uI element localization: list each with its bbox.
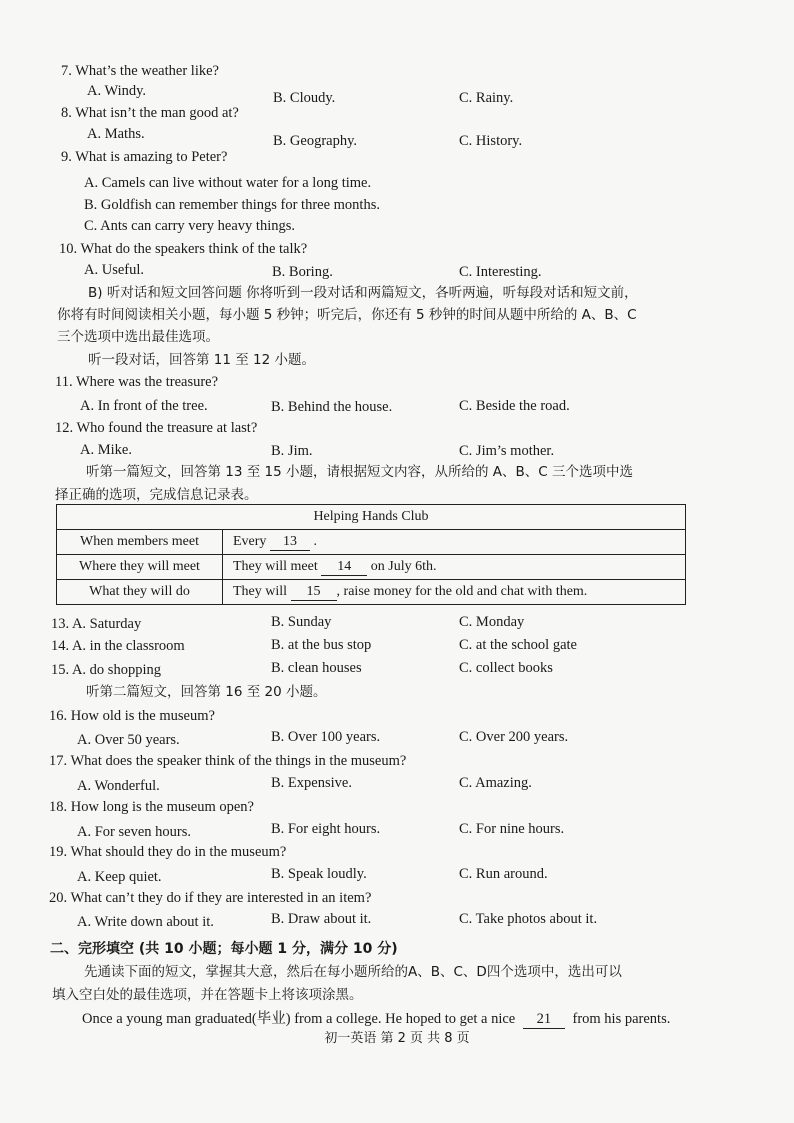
cloze-instruction-2: 填入空白处的最佳选项，并在答题卡上将该项涂黑。 [52,987,363,1003]
q18-option-b: B. For eight hours. [271,821,381,837]
q17-option-a: A. Wonderful. [77,778,160,794]
page-footer: 初一英语 第 2 页 共 8 页 [324,1031,470,1046]
q16-stem: 16. How old is the museum? [49,708,215,724]
q10-stem: 10. What do the speakers think of the talk? [59,241,308,257]
q12-option-c: C. Jim’s mother. [459,443,555,459]
q17-option-b: B. Expensive. [271,775,352,791]
q11-option-a: A. In front of the tree. [80,398,208,414]
q13-option-a: 13. A. Saturday [51,616,142,632]
passage2-instruction: 听第二篇短文，回答第 16 至 20 小题。 [86,684,327,700]
q16-option-a: A. Over 50 years. [77,732,180,748]
q16-option-b: B. Over 100 years. [271,729,381,745]
q13-option-c: C. Monday [459,614,525,630]
q8-option-a: A. Maths. [87,126,145,142]
row-text: Every [233,533,267,549]
q9-option-a: A. Camels can live without water for a long time. [84,175,372,191]
table-title: Helping Hands Club [57,505,686,530]
row-text: They will meet [233,558,318,574]
dialogue-instruction: 听一段对话，回答第 11 至 12 小题。 [88,352,316,368]
q18-option-c: C. For nine hours. [459,821,565,837]
q9-stem: 9. What is amazing to Peter? [61,149,228,165]
q19-stem: 19. What should they do in the museum? [49,844,287,860]
passage-text: Once a young man graduated(毕业) from a college. He hoped to get a nice [82,1011,516,1027]
q11-option-c: C. Beside the road. [459,398,570,414]
q14-option-b: B. at the bus stop [271,637,372,653]
row-value-where [223,555,686,580]
row-text: . [313,533,317,549]
q7-stem: 7. What’s the weather like? [61,63,219,79]
q11-option-b: B. Behind the house. [271,399,393,415]
row-text: They will [233,583,288,599]
q9-option-c: C. Ants can carry very heavy things. [84,218,296,234]
row-value-what [223,580,686,605]
cloze-heading: 二、完形填空 (共 10 小题；每小题 1 分，满分 10 分) [50,941,398,957]
q10-option-c: C. Interesting. [459,264,542,280]
q17-stem: 17. What does the speaker think of the things in the museum? [49,753,407,769]
q10-option-a: A. Useful. [84,262,145,278]
passage1-instruction-2: 择正确的选项，完成信息记录表。 [55,487,258,503]
table-row [57,530,686,555]
q15-option-c: C. collect books [459,660,553,676]
table-row [57,580,686,605]
row-label-when: When members meet [57,530,223,555]
q19-option-a: A. Keep quiet. [77,869,162,885]
q10-option-b: B. Boring. [272,264,333,280]
q11-stem: 11. Where was the treasure? [55,374,219,390]
q18-stem: 18. How long is the museum open? [49,799,254,815]
q12-option-a: A. Mike. [80,442,132,458]
q16-option-c: C. Over 200 years. [459,729,569,745]
section-b-instruction-1: B) 听对话和短文回答问题 你将听到一段对话和两篇短文，各听两遍，听每段对话和短文前， [88,285,638,301]
q20-option-c: C. Take photos about it. [459,911,598,927]
q8-option-c: C. History. [459,133,523,149]
q17-option-c: C. Amazing. [459,775,532,791]
row-label-what: What they will do [57,580,223,605]
q15-option-b: B. clean houses [271,660,362,676]
blank-21: 21 [523,1010,565,1029]
row-label-where: Where they will meet [57,555,223,580]
q19-option-c: C. Run around. [459,866,548,882]
q8-stem: 8. What isn’t the man good at? [61,105,239,121]
q7-option-b: B. Cloudy. [273,90,336,106]
q14-option-c: C. at the school gate [459,637,577,653]
q15-option-a: 15. A. do shopping [51,662,161,678]
q20-option-a: A. Write down about it. [77,914,214,930]
q18-option-a: A. For seven hours. [77,824,191,840]
row-value-when [223,530,686,555]
q9-option-b: B. Goldfish can remember things for three months. [84,197,380,213]
blank-15: 15 [291,584,337,601]
q14-option-a: 14. A. in the classroom [51,638,185,654]
blank-13: 13 [270,534,310,551]
passage-text: from his parents. [572,1011,671,1027]
q13-option-b: B. Sunday [271,614,332,630]
q12-stem: 12. Who found the treasure at last? [55,420,258,436]
q12-option-b: B. Jim. [271,443,313,459]
table-row [57,555,686,580]
q20-stem: 20. What can’t they do if they are interested in an item? [49,890,372,906]
q7-option-a: A. Windy. [87,83,147,99]
row-text: , raise money for the old and chat with them. [336,583,588,599]
cloze-instruction-1: 先通读下面的短文，掌握其大意，然后在每小题所给的A、B、C、D四个选项中，选出可以 [84,964,622,980]
passage1-instruction-1: 听第一篇短文，回答第 13 至 15 小题，请根据短文内容，从所给的 A、B、C 三个选项中选 [86,464,634,480]
section-b-instruction-3: 三个选项中选出最佳选项。 [57,329,219,345]
q8-option-b: B. Geography. [273,133,358,149]
q19-option-b: B. Speak loudly. [271,866,367,882]
blank-14: 14 [321,559,367,576]
row-text: on July 6th. [370,558,437,574]
section-b-instruction-2: 你将有时间阅读相关小题，每小题 5 秒钟；听完后，你还有 5 秒钟的时间从题中所给的 A、B、C [57,307,637,323]
q7-option-c: C. Rainy. [459,90,514,106]
info-record-table [56,504,686,605]
q20-option-b: B. Draw about it. [271,911,372,927]
